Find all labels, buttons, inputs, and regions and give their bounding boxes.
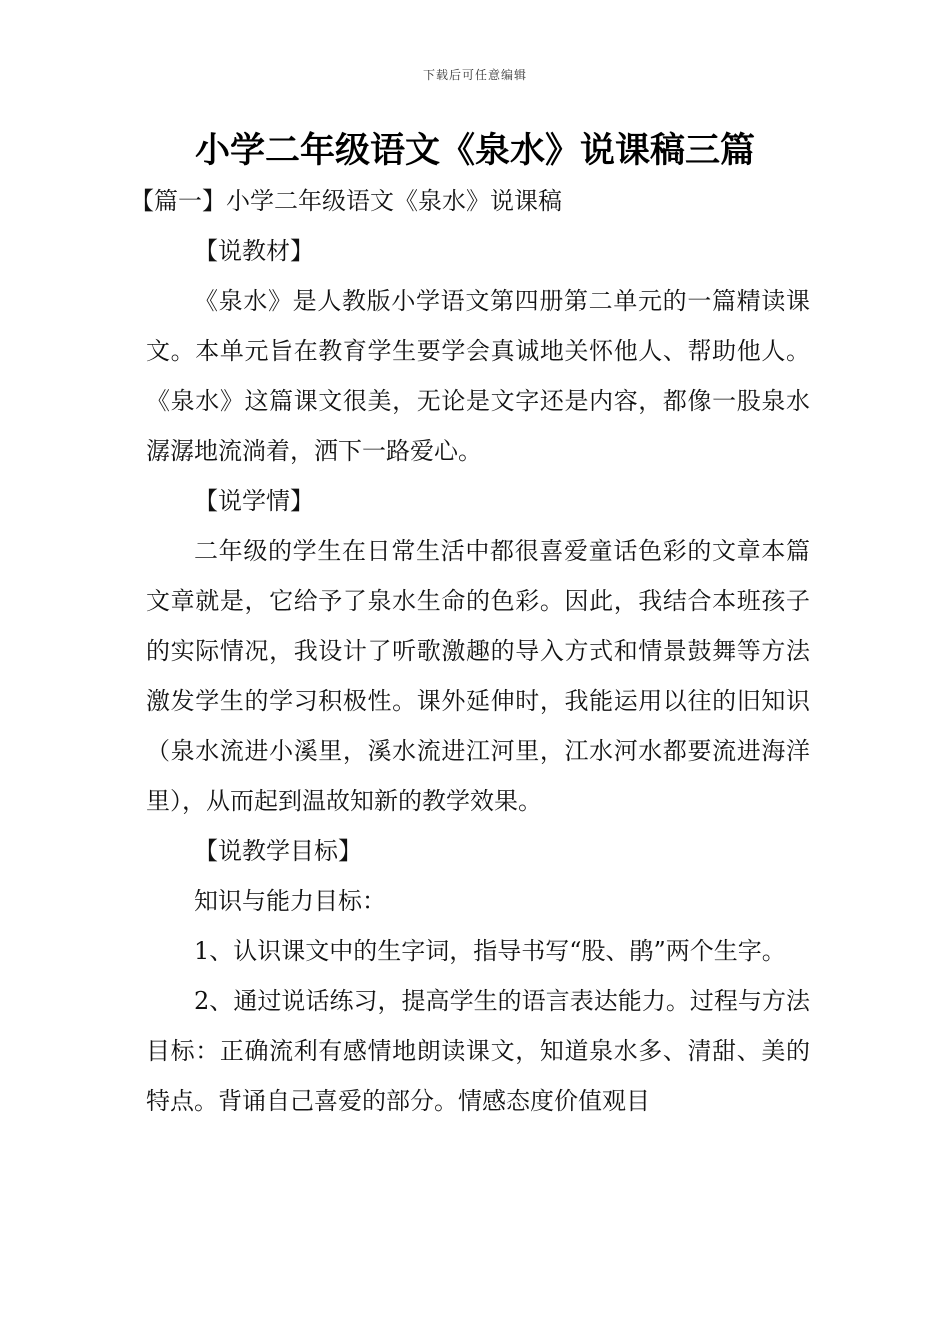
paragraph-goals-intro: 知识与能力目标： (194, 887, 386, 915)
header-note: 下载后可任意编辑 (422, 68, 527, 82)
subheading-goals: 【说教学目标】 (194, 837, 362, 865)
paragraph-goal-1: 1、认识课文中的生字词，指导书写“股、鹃”两个生字。 (194, 937, 786, 965)
subheading-textbook: 【说教材】 (194, 237, 314, 265)
paragraph-goal-2: 2、通过说话练习，提高学生的语言表达能力。过程与方法目标：正确流利有感情地朗读课文，知道泉水多、清甜、美的特点。背诵自己喜爱的部分。情感态度价值观目 (146, 987, 810, 1115)
paragraph-textbook: 《泉水》是人教版小学语文第四册第二单元的一篇精读课文。本单元旨在教育学生要学会真诚地关怀他人、帮助他人。《泉水》这篇课文很美，无论是文字还是内容，都像一股泉水潺潺地流淌着，洒下一路爱心。 (146, 287, 810, 465)
section-heading: 【篇一】小学二年级语文《泉水》说课稿 (130, 187, 562, 215)
document-title: 小学二年级语文《泉水》说课稿三篇 (194, 131, 755, 171)
document-body (130, 176, 810, 1126)
paragraph-students: 二年级的学生在日常生活中都很喜爱童话色彩的文章本篇文章就是，它给予了泉水生命的色彩。因此，我结合本班孩子的实际情况，我设计了听歌激趣的导入方式和情景鼓舞等方法激发学生的学习积极性。课外延伸时，我能运用以往的旧知识（泉水流进小溪里，溪水流进江河里，江水河水都要流进海洋里），从而起到温故知新的教学效果。 (146, 537, 810, 815)
subheading-students: 【说学情】 (194, 487, 314, 515)
